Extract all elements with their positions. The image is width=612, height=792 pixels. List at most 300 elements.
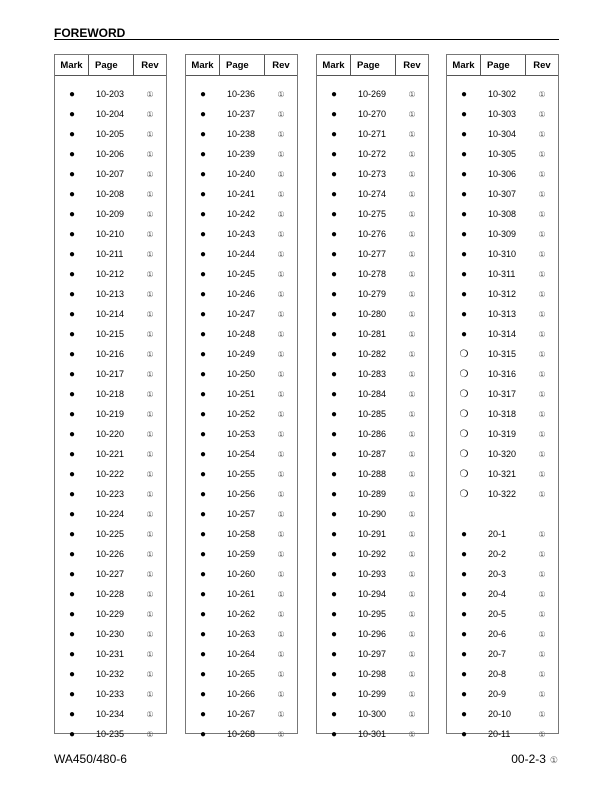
rev-mark: ①: [277, 489, 285, 499]
filled-circle-icon: ●: [460, 168, 468, 180]
table-row: [317, 344, 428, 364]
page-ref: 20-9: [488, 689, 507, 699]
table-row: [317, 424, 428, 444]
page-ref: 10-253: [227, 429, 256, 439]
page-ref: 10-266: [227, 689, 256, 699]
table-row: [55, 444, 166, 464]
header-page: Page: [89, 55, 134, 75]
table-row: [55, 704, 166, 724]
header-rev: Rev: [141, 59, 159, 71]
page-ref: 10-273: [358, 169, 387, 179]
table-row: [186, 224, 297, 244]
page-ref: 10-294: [358, 589, 387, 599]
table-row: [317, 604, 428, 624]
filled-circle-icon: ●: [68, 728, 76, 740]
rev-mark: ①: [146, 329, 154, 339]
filled-circle-icon: ●: [199, 128, 207, 140]
rev-mark: ①: [538, 369, 546, 379]
header-page: Page: [220, 55, 265, 75]
page-ref: 10-235: [96, 729, 125, 739]
table-row: [447, 324, 558, 344]
page-ref: 10-301: [358, 729, 387, 739]
filled-circle-icon: ●: [68, 108, 76, 120]
table-row: [55, 244, 166, 264]
filled-circle-icon: ●: [330, 128, 338, 140]
rev-mark: ①: [277, 529, 285, 539]
table-row: [447, 444, 558, 464]
table-row: [186, 684, 297, 704]
table-row: [55, 384, 166, 404]
filled-circle-icon: ●: [330, 348, 338, 360]
filled-circle-icon: ●: [68, 268, 76, 280]
rev-mark: ①: [277, 209, 285, 219]
rev-mark: ①: [408, 469, 416, 479]
open-circle-icon: ❍: [459, 408, 469, 420]
table-row: [55, 624, 166, 644]
header-rev: Rev: [272, 59, 290, 71]
table-row: [317, 664, 428, 684]
filled-circle-icon: ●: [199, 688, 207, 700]
table-row: [55, 164, 166, 184]
page-ref: 10-285: [358, 409, 387, 419]
page-ref: 10-241: [227, 189, 256, 199]
rev-mark: ①: [277, 189, 285, 199]
page-ref: 10-288: [358, 469, 387, 479]
page-ref: 10-281: [358, 329, 387, 339]
page-ref: 10-300: [358, 709, 387, 719]
filled-circle-icon: ●: [68, 508, 76, 520]
rev-mark: ①: [408, 689, 416, 699]
rev-mark: ①: [277, 729, 285, 739]
rev-mark: ①: [538, 649, 546, 659]
table-row: [55, 724, 166, 744]
page-ref: 10-287: [358, 449, 387, 459]
page-ref: 10-286: [358, 429, 387, 439]
filled-circle-icon: ●: [199, 488, 207, 500]
table-row: [55, 284, 166, 304]
page-ref: 10-218: [96, 389, 125, 399]
table-row: [317, 84, 428, 104]
filled-circle-icon: ●: [199, 388, 207, 400]
open-circle-icon: ❍: [459, 468, 469, 480]
page-ref: 10-255: [227, 469, 256, 479]
page-ref: 10-219: [96, 409, 125, 419]
table-row: [317, 464, 428, 484]
open-circle-icon: ❍: [459, 428, 469, 440]
rev-mark: ①: [146, 89, 154, 99]
filled-circle-icon: ●: [199, 108, 207, 120]
table-row: [55, 644, 166, 664]
page-ref: 10-313: [488, 309, 517, 319]
rev-mark: ①: [408, 169, 416, 179]
rev-mark: ①: [146, 529, 154, 539]
filled-circle-icon: ●: [199, 88, 207, 100]
page-ref: 10-321: [488, 469, 517, 479]
filled-circle-icon: ●: [330, 668, 338, 680]
filled-circle-icon: ●: [460, 268, 468, 280]
page-ref: 10-259: [227, 549, 256, 559]
table-row: [55, 104, 166, 124]
filled-circle-icon: ●: [330, 188, 338, 200]
table-row: [447, 484, 558, 504]
rev-mark: ①: [408, 609, 416, 619]
page-ref: 10-297: [358, 649, 387, 659]
filled-circle-icon: ●: [199, 288, 207, 300]
table-row: [186, 704, 297, 724]
page-ref: 10-284: [358, 389, 387, 399]
page-ref: 10-217: [96, 369, 125, 379]
page-ref: 10-322: [488, 489, 517, 499]
page-ref: 10-228: [96, 589, 125, 599]
filled-circle-icon: ●: [330, 388, 338, 400]
table-row: [55, 184, 166, 204]
table-row: [55, 304, 166, 324]
page-ref: 10-211: [96, 249, 124, 259]
filled-circle-icon: ●: [199, 568, 207, 580]
filled-circle-icon: ●: [199, 648, 207, 660]
table-row: [447, 404, 558, 424]
open-circle-icon: ❍: [459, 388, 469, 400]
table-row: [186, 204, 297, 224]
table-row: [317, 284, 428, 304]
table-row: [186, 244, 297, 264]
page-ref: 10-222: [96, 469, 125, 479]
page-ref: 20-2: [488, 549, 507, 559]
filled-circle-icon: ●: [199, 348, 207, 360]
table-row: [447, 144, 558, 164]
rev-mark: ①: [408, 409, 416, 419]
filled-circle-icon: ●: [460, 608, 468, 620]
rev-mark: ①: [277, 649, 285, 659]
filled-circle-icon: ●: [199, 428, 207, 440]
table-row: [55, 144, 166, 164]
page-ref: 10-269: [358, 89, 387, 99]
page-ref: 10-261: [227, 589, 256, 599]
filled-circle-icon: ●: [68, 188, 76, 200]
page-ref: 10-256: [227, 489, 256, 499]
page-ref: 10-252: [227, 409, 256, 419]
page-ref: 10-229: [96, 609, 125, 619]
rev-mark: ①: [146, 469, 154, 479]
filled-circle-icon: ●: [68, 648, 76, 660]
filled-circle-icon: ●: [199, 468, 207, 480]
rev-mark: ①: [538, 129, 546, 139]
filled-circle-icon: ●: [68, 688, 76, 700]
filled-circle-icon: ●: [330, 328, 338, 340]
filled-circle-icon: ●: [68, 428, 76, 440]
page-ref: 10-268: [227, 729, 256, 739]
rev-mark: ①: [408, 529, 416, 539]
rev-mark: ①: [277, 589, 285, 599]
header-mark: Mark: [55, 55, 89, 75]
page-ref: 10-215: [96, 329, 125, 339]
table-row: [186, 664, 297, 684]
table-row: [317, 584, 428, 604]
table-row: [55, 484, 166, 504]
filled-circle-icon: ●: [68, 568, 76, 580]
page-ref: 10-234: [96, 709, 125, 719]
table-row: [55, 464, 166, 484]
rev-mark: ①: [408, 589, 416, 599]
table-row: [55, 344, 166, 364]
rev-mark: ①: [146, 289, 154, 299]
rev-mark: ①: [277, 469, 285, 479]
page-ref: 10-223: [96, 489, 125, 499]
filled-circle-icon: ●: [330, 208, 338, 220]
page-ref: 10-317: [488, 389, 517, 399]
table-row: [55, 504, 166, 524]
table-row: [317, 384, 428, 404]
rev-mark: ①: [146, 569, 154, 579]
page-ref: 10-271: [358, 129, 387, 139]
page-ref: 10-221: [96, 449, 125, 459]
rev-mark: ①: [146, 149, 154, 159]
table-header: [317, 55, 428, 76]
table-row: [55, 224, 166, 244]
filled-circle-icon: ●: [199, 448, 207, 460]
rev-mark: ①: [408, 149, 416, 159]
rev-mark: ①: [277, 329, 285, 339]
filled-circle-icon: ●: [330, 268, 338, 280]
open-circle-icon: ❍: [459, 448, 469, 460]
table-row: [55, 544, 166, 564]
page-ref: 10-220: [96, 429, 125, 439]
table-row: [317, 564, 428, 584]
filled-circle-icon: ●: [330, 308, 338, 320]
page-ref: 10-320: [488, 449, 517, 459]
rev-mark: ①: [277, 689, 285, 699]
table-row: [55, 664, 166, 684]
rev-mark: ①: [146, 449, 154, 459]
page-list-table: [446, 54, 559, 740]
page-ref: 10-254: [227, 449, 256, 459]
rev-mark: ①: [408, 729, 416, 739]
rev-mark: ①: [146, 229, 154, 239]
table-row: [447, 364, 558, 384]
page-ref: 10-247: [227, 309, 256, 319]
page-ref: 10-250: [227, 369, 256, 379]
table-row: [186, 544, 297, 564]
filled-circle-icon: ●: [460, 628, 468, 640]
table-row: [317, 124, 428, 144]
rev-mark: ①: [277, 449, 285, 459]
rev-mark: ①: [146, 269, 154, 279]
table-row: [317, 704, 428, 724]
page-ref: 10-206: [96, 149, 125, 159]
filled-circle-icon: ●: [68, 488, 76, 500]
rev-mark: ①: [408, 349, 416, 359]
table-row: [55, 264, 166, 284]
page-ref: 10-207: [96, 169, 125, 179]
filled-circle-icon: ●: [68, 528, 76, 540]
rev-mark: ①: [408, 289, 416, 299]
table-row: [55, 404, 166, 424]
table-row: [447, 524, 558, 544]
table-row: [317, 224, 428, 244]
table-row: [447, 704, 558, 724]
filled-circle-icon: ●: [460, 208, 468, 220]
page-ref: 10-245: [227, 269, 256, 279]
page-ref: 20-11: [488, 729, 511, 739]
page-ref: 10-283: [358, 369, 387, 379]
page-ref: 10-290: [358, 509, 387, 519]
filled-circle-icon: ●: [460, 148, 468, 160]
page-ref: 10-304: [488, 129, 517, 139]
page-ref: 10-249: [227, 349, 256, 359]
rev-mark: ①: [277, 629, 285, 639]
filled-circle-icon: ●: [199, 248, 207, 260]
table-row: [55, 524, 166, 544]
page-ref: 10-289: [358, 489, 387, 499]
page-ref: 10-242: [227, 209, 256, 219]
rev-mark: ①: [146, 709, 154, 719]
rev-mark: ①: [538, 269, 546, 279]
rev-mark: ①: [146, 509, 154, 519]
rev-mark: ①: [146, 549, 154, 559]
filled-circle-icon: ●: [68, 628, 76, 640]
filled-circle-icon: ●: [199, 208, 207, 220]
filled-circle-icon: ●: [330, 248, 338, 260]
rev-mark: ①: [277, 169, 285, 179]
rev-mark: ①: [408, 109, 416, 119]
table-row: [317, 144, 428, 164]
page-ref: 10-311: [488, 269, 516, 279]
page-ref: 10-278: [358, 269, 387, 279]
table-row: [186, 144, 297, 164]
rev-mark: ①: [146, 729, 154, 739]
rev-mark: ①: [277, 369, 285, 379]
filled-circle-icon: ●: [68, 228, 76, 240]
rev-mark: ①: [408, 629, 416, 639]
table-row: [317, 544, 428, 564]
table-row: [55, 84, 166, 104]
table-row: [317, 404, 428, 424]
rev-mark: ①: [408, 649, 416, 659]
page-ref: 10-293: [358, 569, 387, 579]
rev-mark: ①: [538, 609, 546, 619]
rev-mark: ①: [408, 89, 416, 99]
rev-mark: ①: [146, 129, 154, 139]
page-ref: 10-243: [227, 229, 256, 239]
page-ref: 10-212: [96, 269, 125, 279]
filled-circle-icon: ●: [330, 468, 338, 480]
filled-circle-icon: ●: [460, 648, 468, 660]
page-ref: 10-303: [488, 109, 517, 119]
table-row: [186, 264, 297, 284]
rev-mark: ①: [146, 369, 154, 379]
page-ref: 10-264: [227, 649, 256, 659]
table-row: [55, 684, 166, 704]
page-ref: 10-279: [358, 289, 387, 299]
table-row: [447, 84, 558, 104]
page-ref: 10-210: [96, 229, 125, 239]
rev-mark: ①: [538, 329, 546, 339]
filled-circle-icon: ●: [68, 548, 76, 560]
page-ref: 10-275: [358, 209, 387, 219]
page-ref: 10-226: [96, 549, 125, 559]
table-row: [186, 584, 297, 604]
filled-circle-icon: ●: [68, 448, 76, 460]
page-ref: 10-213: [96, 289, 125, 299]
page-ref: 10-208: [96, 189, 125, 199]
table-row: [447, 564, 558, 584]
page-ref: 10-298: [358, 669, 387, 679]
rev-mark: ①: [277, 269, 285, 279]
page-ref: 10-282: [358, 349, 387, 359]
table-header: [447, 55, 558, 76]
rev-mark: ①: [146, 249, 154, 259]
page-ref: 10-265: [227, 669, 256, 679]
rev-mark: ①: [146, 189, 154, 199]
rev-mark: ①: [146, 649, 154, 659]
rev-mark: ①: [408, 429, 416, 439]
table-row: [55, 564, 166, 584]
rev-mark: ①: [277, 129, 285, 139]
filled-circle-icon: ●: [330, 528, 338, 540]
table-row: [447, 204, 558, 224]
rev-mark: ①: [408, 209, 416, 219]
rev-mark: ①: [146, 109, 154, 119]
page-ref: 10-316: [488, 369, 517, 379]
rev-mark: ①: [277, 509, 285, 519]
page-ref: 10-314: [488, 329, 517, 339]
page-ref: 10-225: [96, 529, 125, 539]
filled-circle-icon: ●: [199, 228, 207, 240]
table-row: [447, 684, 558, 704]
filled-circle-icon: ●: [68, 148, 76, 160]
rev-mark: ①: [277, 149, 285, 159]
page-ref: 10-307: [488, 189, 517, 199]
rev-mark: ①: [408, 369, 416, 379]
filled-circle-icon: ●: [460, 568, 468, 580]
rev-mark: ①: [408, 189, 416, 199]
filled-circle-icon: ●: [460, 328, 468, 340]
page-ref: 10-292: [358, 549, 387, 559]
table-row: [447, 624, 558, 644]
rev-mark: ①: [408, 269, 416, 279]
rev-mark: ①: [408, 229, 416, 239]
page-ref: 10-203: [96, 89, 125, 99]
filled-circle-icon: ●: [460, 188, 468, 200]
table-row: [55, 364, 166, 384]
header-mark: Mark: [317, 55, 351, 75]
rev-mark: ①: [538, 209, 546, 219]
rev-mark: ①: [408, 489, 416, 499]
rev-mark: ①: [538, 589, 546, 599]
table-row: [55, 584, 166, 604]
rev-mark: ①: [277, 349, 285, 359]
table-row: [186, 184, 297, 204]
table-row: [447, 724, 558, 744]
page-ref: 10-227: [96, 569, 125, 579]
table-row: [317, 304, 428, 324]
rev-mark: ①: [277, 289, 285, 299]
page-ref: 10-291: [358, 529, 387, 539]
filled-circle-icon: ●: [460, 548, 468, 560]
rev-mark: ①: [146, 349, 154, 359]
table-row: [317, 524, 428, 544]
table-row: [186, 364, 297, 384]
rev-mark: ①: [538, 309, 546, 319]
page-list-table: [316, 54, 429, 740]
page-ref: 10-205: [96, 129, 125, 139]
table-header: [55, 55, 166, 76]
rev-mark: ①: [146, 689, 154, 699]
filled-circle-icon: ●: [330, 288, 338, 300]
page-ref: 10-319: [488, 429, 517, 439]
table-row: [317, 184, 428, 204]
open-circle-icon: ❍: [459, 368, 469, 380]
